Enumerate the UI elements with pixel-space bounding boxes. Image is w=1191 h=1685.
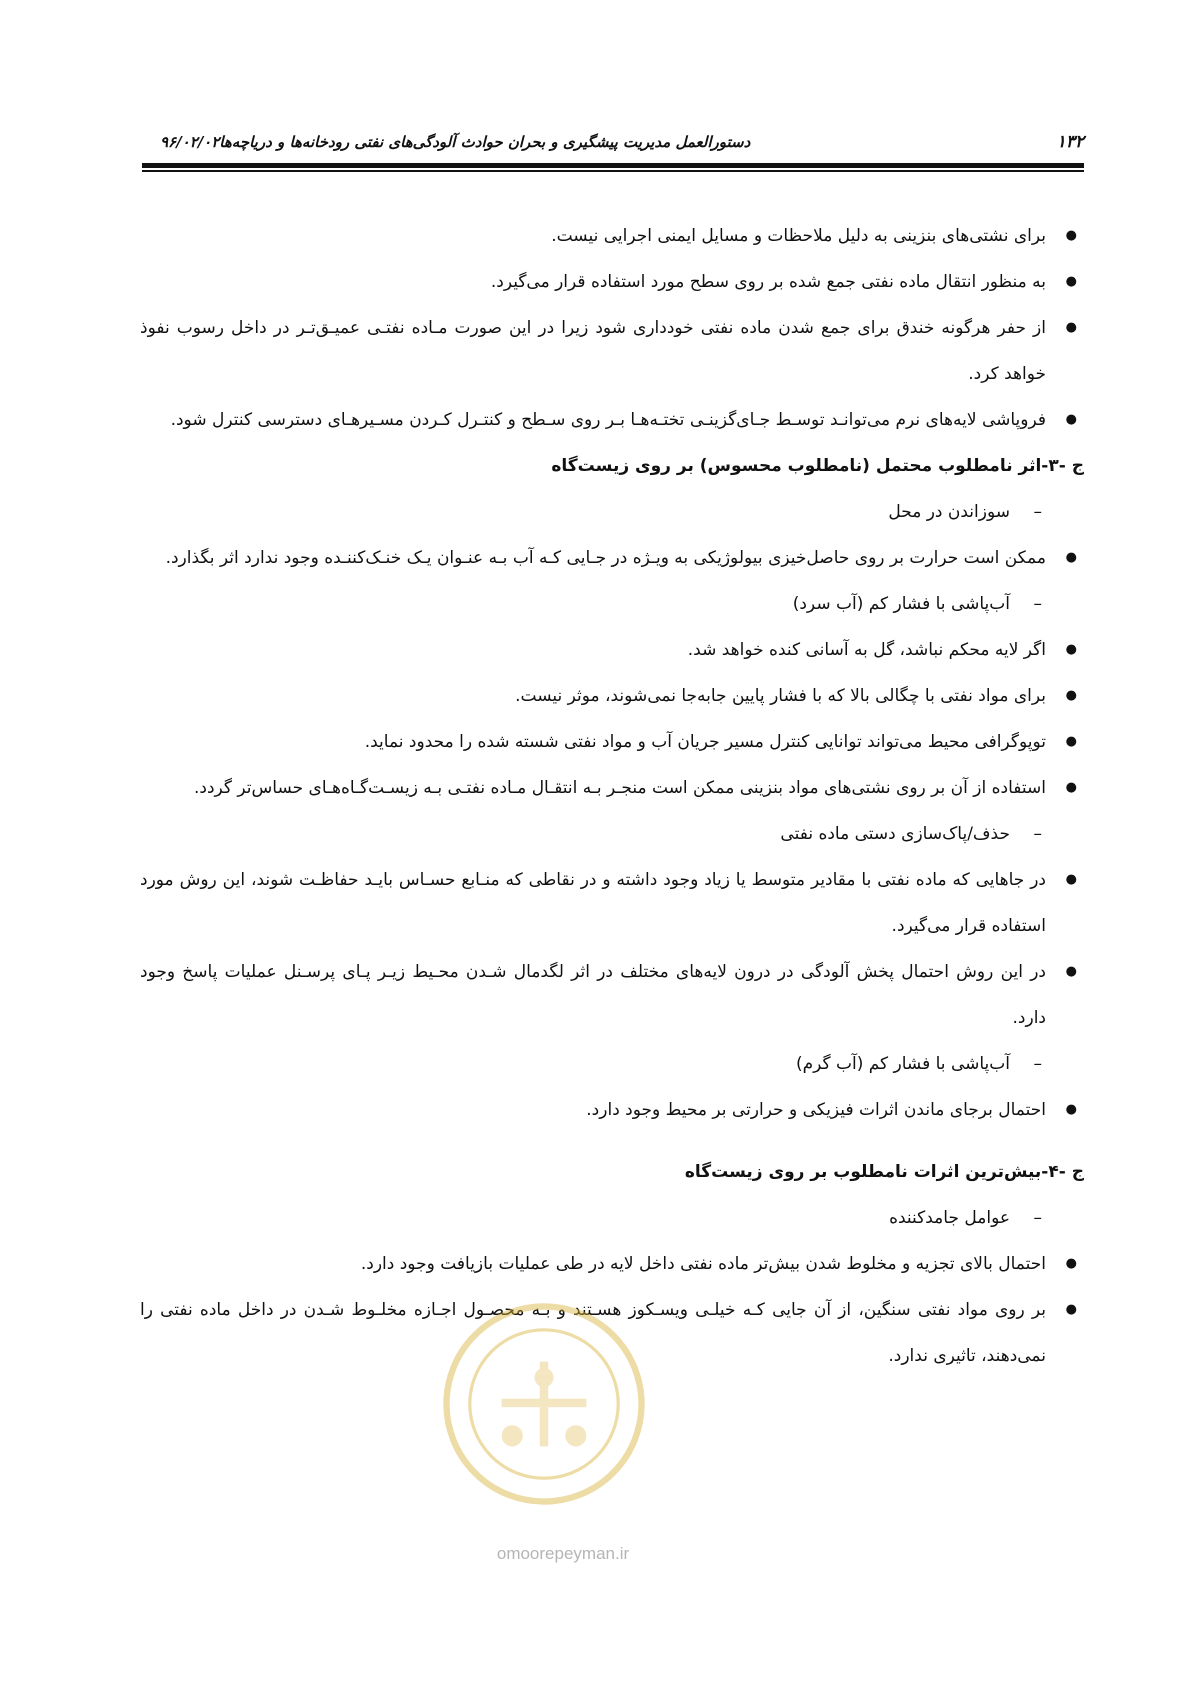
header-date: ۹۶/۰۲/۰۲ [160,133,220,151]
list-item: ● احتمال برجای ماندن اثرات فیزیکی و حرارتی بر محیط وجود دارد. [140,1087,1084,1133]
list-item: ● توپوگرافی محیط می‌تواند توانایی کنترل مسیر جریان آب و مواد نفتی شسته شده را محدود نماید. [140,719,1084,765]
dash-mark: – [1033,1208,1042,1228]
list-item: ● برای نشتی‌های بنزینی به دلیل ملاحظات و مسایل ایمنی اجرایی نیست. [140,213,1084,259]
list-item: ● احتمال بالای تجزیه و مخلوط شدن بیش‌تر ماده نفتی داخل لایه در طی عملیات بازیافت وجود دارد. [140,1241,1084,1287]
list-item: ● در جاهایی که ماده نفتی با مقادیر متوسط یا زیاد وجود داشته و در نقاطی که منـابع حسـاس بایـد حفاظـت شوند، این روش مورد استفاده قرار می‌گیرد. [140,857,1084,949]
watermark-seal-icon [438,1298,650,1510]
subsection-title: – حذف/پاک‌سازی دستی ماده نفتی [140,811,1084,857]
list-item: ● در این روش احتمال پخش آلودگی در درون لایه‌های مختلف در اثر لگدمال شـدن محـیط زیـر پـای پرسـنل عملیات پاسخ وجود دارد. [140,949,1084,1041]
list-item: ● اگر لایه محکم نباشد، گل به آسانی کنده خواهد شد. [140,627,1084,673]
list-item: ● به منظور انتقال ماده نفتی جمع شده بر روی سطح مورد استفاده قرار می‌گیرد. [140,259,1084,305]
list-item: ● بر روی مواد نفتی سنگین، از آن جایی کـه خیلـی ویسـکوز هسـتند و بـه محصـول اجـازه مخلـوط شـدن در داخل ماده نفتی را نمی‌دهند، تاثیری ندارد. [140,1287,1084,1379]
list-item: ● فروپاشی لایه‌های نرم می‌توانـد توسـط جـای‌گزینـی تختـه‌هـا بـر روی سـطح و کنتـرل کـردن مسـیرهـای دسترسی کنترل شود. [140,397,1084,443]
header-title-block [142,133,750,151]
subsection-title: – آب‌پاشی با فشار کم (آب سرد) [140,581,1084,627]
subsection-title: – سوزاندن در محل [140,489,1084,535]
list-item: ● ممکن است حرارت بر روی حاصل‌خیزی بیولوژیکی به ویـژه در جـایی کـه آب بـه عنـوان یـک خنـک‌کننـده وجود ندارد اثر بگذارد. [140,535,1084,581]
header-rule-thin [142,170,1084,172]
section-heading: ج -۴-بیش‌ترین اثرات نامطلوب بر روی زیست‌گاه [684,1162,1084,1182]
section-heading: ج -۳-اثر نامطلوب محتمل (نامطلوب محسوس) بر روی زیست‌گاه [551,456,1084,476]
list-item: ● استفاده از آن بر روی نشتی‌های مواد بنزینی ممکن است منجـر بـه انتقـال مـاده نفتـی بـه زیسـت‌گـاه‌هـای حساس‌تر گردد. [140,765,1084,811]
dash-mark: – [1033,594,1042,614]
subsection-title: – آب‌پاشی با فشار کم (آب گرم) [140,1041,1084,1087]
dash-mark: – [1033,1054,1042,1074]
dash-mark: – [1033,824,1042,844]
page-number: ۱۳۲ [1056,132,1084,152]
page-header [142,130,1084,154]
page-body [140,213,1084,1379]
dash-mark: – [1033,502,1042,522]
section-spacer [140,1133,1084,1149]
header-rule-thick [142,163,1084,168]
list-item: ● از حفر هرگونه خندق برای جمع شدن ماده نفتی خودداری شود زیرا در این صورت مـاده نفتـی عمیـق‌تـر در داخل رسوب نفوذ خواهد کرد. [140,305,1084,397]
header-title: دستورالعمل مدیریت پیشگیری و بحران حوادث آلودگی‌های نفتی رودخانه‌ها و دریاچه‌ها [219,133,751,151]
subsection-title: – عوامل جامدکننده [140,1195,1084,1241]
watermark-url: omoorepeyman.ir [496,1544,630,1563]
list-item: ● برای مواد نفتی با چگالی بالا که با فشار پایین جابه‌جا نمی‌شوند، موثر نیست. [140,673,1084,719]
